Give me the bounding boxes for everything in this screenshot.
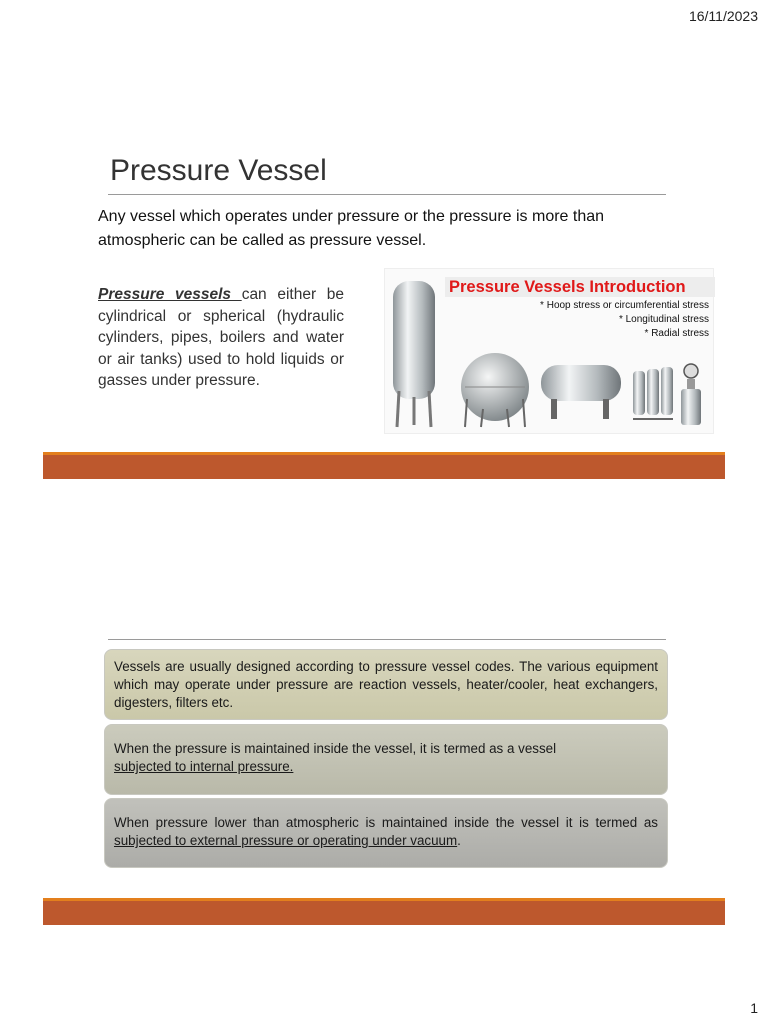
vertical-tank-icon bbox=[393, 281, 435, 427]
external-pressure-end: . bbox=[457, 833, 461, 848]
info-box-external-pressure bbox=[104, 798, 668, 868]
spherical-tank-icon bbox=[461, 353, 529, 427]
pressure-vessels-figure bbox=[384, 268, 714, 434]
horizontal-tank-icon bbox=[541, 365, 621, 419]
slide-divider-bar bbox=[43, 452, 725, 479]
title-divider bbox=[108, 194, 666, 195]
figure-title: Pressure Vessels Introduction bbox=[445, 277, 715, 297]
external-pressure-term: subjected to external pressure or operating under vacuum bbox=[114, 833, 458, 848]
slide-title: Pressure Vessel bbox=[110, 154, 327, 187]
info-box-internal-pressure bbox=[104, 724, 668, 795]
definition-text: can either be cylindrical or spherical (hydraulic cylinders, pipes, boilers and water or air tanks) used to hold liquids or gasses under pressure. bbox=[98, 286, 344, 389]
vessels-illustration bbox=[385, 269, 713, 433]
filter-housings-icon bbox=[633, 367, 673, 419]
definition-paragraph bbox=[98, 284, 344, 392]
info-box-codes: Vessels are usually designed according to pressure vessel codes. The various equipment which may operate under pressure are reaction vessels, heater/cooler, heat exchangers, digesters, filters etc. bbox=[104, 649, 668, 720]
internal-pressure-text: When the pressure is maintained inside the vessel, it is termed as a vessel bbox=[114, 741, 557, 756]
section-divider bbox=[108, 639, 666, 640]
figure-caption-hoop: * Hoop stress or circumferential stress bbox=[540, 300, 709, 311]
internal-pressure-term: subjected to internal pressure. bbox=[114, 759, 294, 774]
bottom-divider-bar bbox=[43, 898, 725, 925]
intro-text: Any vessel which operates under pressure or the pressure is more than atmospheric can be called as pressure vessel. bbox=[98, 208, 605, 249]
definition-term: Pressure vessels bbox=[98, 286, 242, 303]
figure-caption-longitudinal: * Longitudinal stress bbox=[618, 314, 709, 325]
figure-caption-radial: * Radial stress bbox=[644, 328, 709, 339]
page-number: 1 bbox=[750, 1000, 758, 1016]
gauge-vessel-icon bbox=[681, 364, 701, 425]
external-pressure-text: When pressure lower than atmospheric is maintained inside the vessel it is termed as bbox=[114, 815, 658, 830]
date-label: 16/11/2023 bbox=[688, 8, 758, 24]
